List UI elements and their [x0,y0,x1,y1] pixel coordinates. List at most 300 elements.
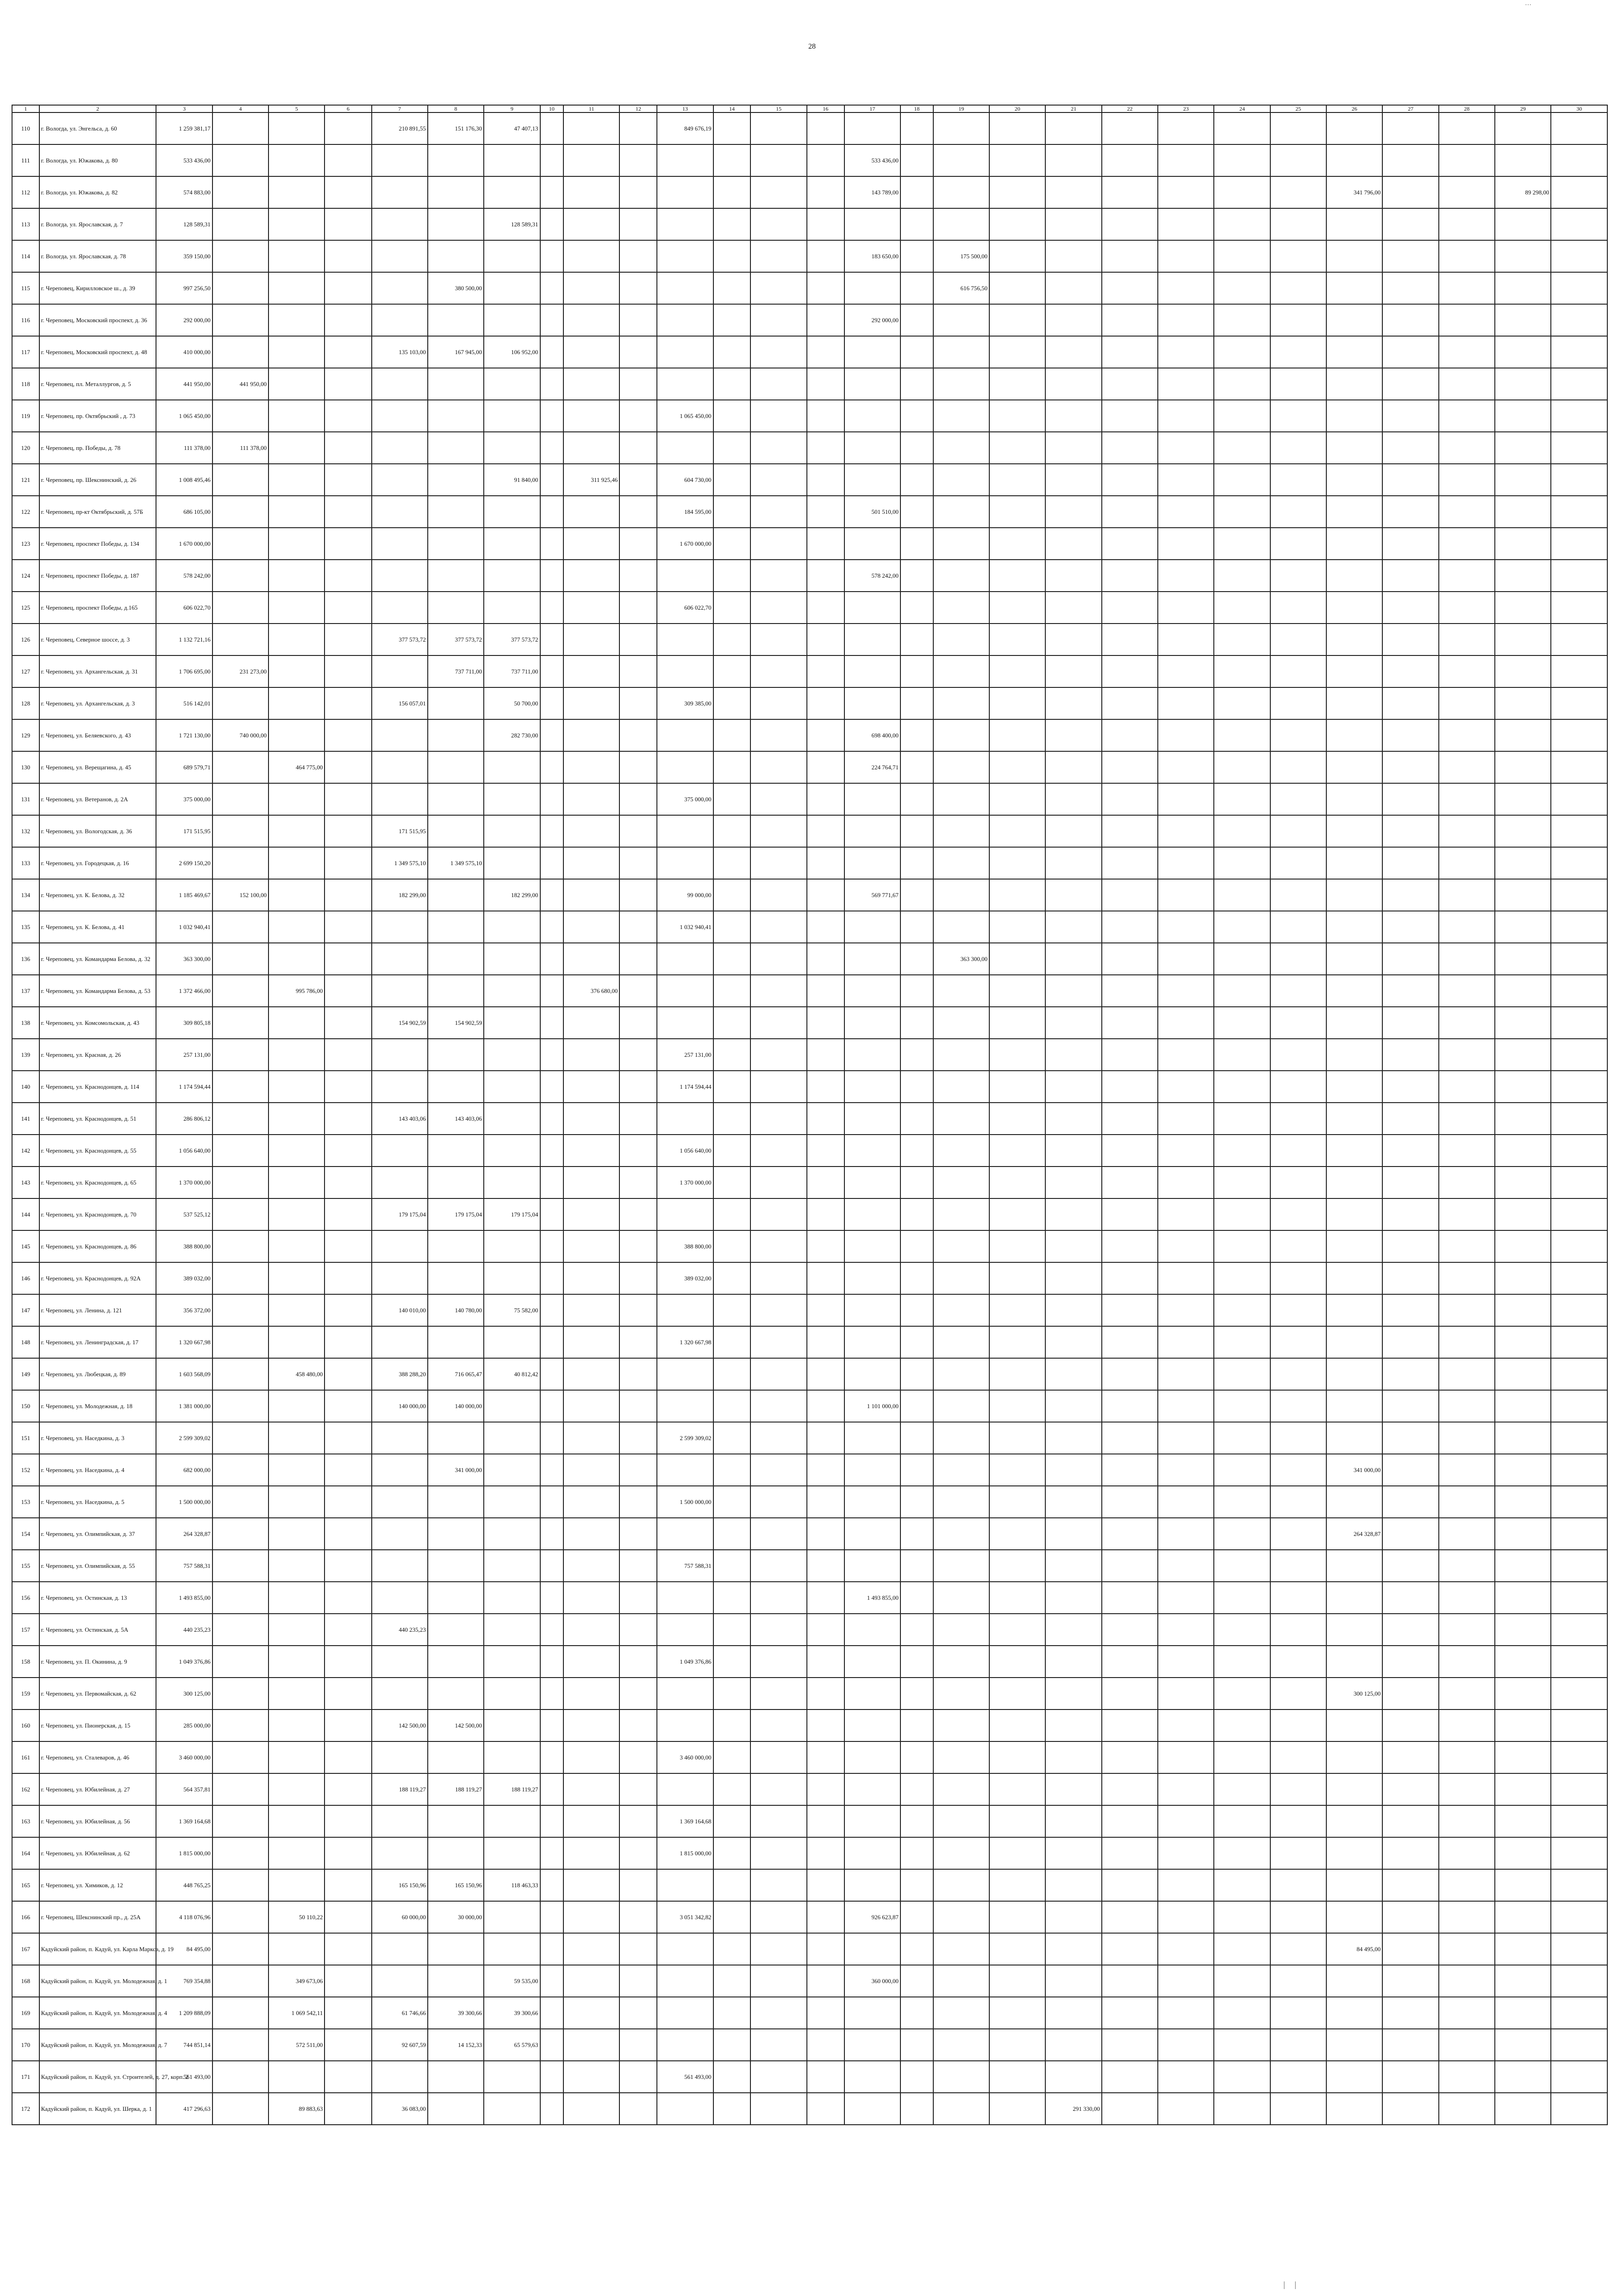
amount-cell [1270,1901,1326,1933]
amount-cell [844,1869,900,1901]
amount-cell [807,368,844,400]
amount-cell: 140 780,00 [428,1294,484,1326]
amount-cell: 441 950,00 [212,368,269,400]
amount-cell [1382,1837,1438,1869]
amount-cell [989,1007,1045,1039]
amount-cell [989,336,1045,368]
amount-cell [212,1965,269,1997]
amount-cell [1495,751,1551,783]
amount-cell [933,112,989,144]
amount-cell [372,272,428,304]
amount-cell [1382,1422,1438,1454]
amount-cell [1102,1230,1158,1262]
amount-cell [428,1071,484,1103]
amount-cell [563,1486,619,1518]
amount-cell [325,400,371,432]
amount-cell [900,1167,933,1198]
column-header: 16 [807,105,844,112]
amount-cell [750,1135,806,1167]
amount-cell [540,1614,564,1646]
amount-cell [428,879,484,911]
amount-cell [933,1358,989,1390]
amount-cell [713,1997,751,2029]
amount-cell: 156 057,01 [372,687,428,719]
amount-cell [563,1805,619,1837]
amount-cell [1551,719,1607,751]
amount-cell [1439,1103,1495,1135]
amount-cell [900,1198,933,1230]
row-number: 143 [12,1167,39,1198]
amount-cell [900,1071,933,1103]
amount-cell [325,1198,371,1230]
amount-cell [933,368,989,400]
amount-cell [807,1518,844,1550]
amount-cell [325,208,371,240]
amount-cell [1214,1678,1270,1710]
amount-cell [1158,592,1214,624]
amount-cell [325,1454,371,1486]
amount-cell [1102,1135,1158,1167]
amount-cell [540,1167,564,1198]
amount-cell [1045,1550,1101,1582]
amount-cell [1382,304,1438,336]
amount-cell [563,560,619,592]
amount-cell: 341 796,00 [1326,176,1382,208]
amount-cell [1214,528,1270,560]
amount-cell [1270,624,1326,655]
amount-cell: 152 100,00 [212,879,269,911]
amount-cell [619,1039,657,1071]
amount-cell [1102,1837,1158,1869]
amount-cell [750,432,806,464]
amount-cell [1495,1135,1551,1167]
amount-cell [989,1710,1045,1741]
amount-cell [619,1518,657,1550]
amount-cell [269,1390,325,1422]
amount-cell [933,1582,989,1614]
amount-cell [750,655,806,687]
amount-cell [619,400,657,432]
amount-cell: 410 000,00 [156,336,212,368]
address-cell: г. Череповец, ул. Архангельская, д. 31 [39,655,156,687]
amount-cell [1326,528,1382,560]
amount-cell [540,1007,564,1039]
amount-cell [807,847,844,879]
amount-cell: 1 815 000,00 [156,1837,212,1869]
amount-cell [372,1167,428,1198]
amount-cell [540,1071,564,1103]
amount-cell [484,1262,540,1294]
amount-cell [540,1135,564,1167]
amount-cell [844,336,900,368]
amount-cell [269,847,325,879]
amount-cell [900,1230,933,1262]
amount-cell [713,240,751,272]
amount-cell [1495,2061,1551,2093]
amount-cell [269,655,325,687]
amount-cell [844,1614,900,1646]
amount-cell [428,400,484,432]
row-number: 155 [12,1550,39,1582]
amount-cell [325,847,371,879]
amount-cell [1495,1933,1551,1965]
amount-cell: 142 500,00 [372,1710,428,1741]
amount-cell [325,528,371,560]
amount-cell [372,400,428,432]
address-cell: г. Череповец, ул. Олимпийская, д. 37 [39,1518,156,1550]
amount-cell [807,1678,844,1710]
amount-cell: 1 065 450,00 [156,400,212,432]
amount-cell [750,1518,806,1550]
amount-cell [1326,1294,1382,1326]
amount-cell [1382,592,1438,624]
amount-cell [1102,1103,1158,1135]
amount-cell [563,1326,619,1358]
amount-cell [372,560,428,592]
amount-cell [1214,1710,1270,1741]
amount-cell [269,1294,325,1326]
amount-cell [540,1294,564,1326]
amount-cell [619,1071,657,1103]
amount-cell [325,815,371,847]
amount-cell [619,1614,657,1646]
amount-cell [807,879,844,911]
amount-cell [619,240,657,272]
amount-cell [1551,464,1607,496]
amount-cell [372,975,428,1007]
amount-cell [1045,1294,1101,1326]
amount-cell [619,304,657,336]
address-cell: г. Череповец, ул. Краснодонцев, д. 51 [39,1103,156,1135]
amount-cell [1158,1773,1214,1805]
amount-cell [540,2093,564,2125]
amount-cell [713,687,751,719]
amount-cell [1551,655,1607,687]
amount-cell [1495,1486,1551,1518]
amount-cell [1214,975,1270,1007]
amount-cell: 417 296,63 [156,2093,212,2125]
amount-cell [807,1710,844,1741]
amount-cell [212,1167,269,1198]
amount-cell [1045,1198,1101,1230]
amount-cell [540,272,564,304]
amount-cell [619,1198,657,1230]
amount-cell [807,1358,844,1390]
amount-cell [807,144,844,176]
amount-cell [807,1933,844,1965]
amount-cell [372,176,428,208]
amount-cell [989,2029,1045,2061]
amount-cell [540,719,564,751]
amount-cell [900,911,933,943]
amount-cell [1382,1614,1438,1646]
amount-cell [269,208,325,240]
amount-cell [1045,1262,1101,1294]
amount-cell [844,911,900,943]
amount-cell [807,1741,844,1773]
amount-cell [1270,1710,1326,1741]
amount-cell: 264 328,87 [156,1518,212,1550]
amount-cell [563,112,619,144]
amount-cell [1439,1135,1495,1167]
amount-cell: 140 000,00 [372,1390,428,1422]
amount-cell [989,560,1045,592]
amount-cell [1214,1582,1270,1614]
amount-cell [428,2093,484,2125]
amount-cell [1045,1965,1101,1997]
address-cell: Кадуйский район, п. Кадуй, ул. Шерка, д. 1 [39,2093,156,2125]
amount-cell [428,1422,484,1454]
amount-cell [325,592,371,624]
row-number: 169 [12,1997,39,2029]
amount-cell [1439,624,1495,655]
table-row [12,368,1607,400]
amount-cell [1045,1039,1101,1071]
row-number: 160 [12,1710,39,1741]
amount-cell [1045,1230,1101,1262]
address-cell: г. Череповец, ул. Краснодонцев, д. 55 [39,1135,156,1167]
amount-cell [1045,1486,1101,1518]
amount-cell [750,336,806,368]
amount-cell [807,400,844,432]
amount-cell [1214,240,1270,272]
table-row [12,1933,1607,1965]
amount-cell [807,1262,844,1294]
table-row [12,687,1607,719]
amount-cell [750,208,806,240]
table-row [12,496,1607,528]
amount-cell [1382,847,1438,879]
amount-cell [844,1326,900,1358]
amount-cell [1382,655,1438,687]
amount-cell [1439,144,1495,176]
amount-cell: 1 259 381,17 [156,112,212,144]
amount-cell: 363 300,00 [933,943,989,975]
amount-cell: 388 288,20 [372,1358,428,1390]
table-row [12,592,1607,624]
amount-cell [750,272,806,304]
amount-cell [844,528,900,560]
amount-cell [1045,336,1101,368]
amount-cell [657,1198,713,1230]
amount-cell [1045,815,1101,847]
row-number: 141 [12,1103,39,1135]
amount-cell: 184 595,00 [657,496,713,528]
amount-cell: 689 579,71 [156,751,212,783]
amount-cell [269,1869,325,1901]
amount-cell [1270,687,1326,719]
amount-cell [269,783,325,815]
amount-cell [325,655,371,687]
address-cell: г. Череповец, Кирилловское ш., д. 39 [39,272,156,304]
amount-cell [563,2029,619,2061]
amount-cell [619,1326,657,1358]
amount-cell [807,1997,844,2029]
amount-cell: 210 891,55 [372,112,428,144]
amount-cell [1270,1869,1326,1901]
amount-cell [750,1422,806,1454]
row-number: 166 [12,1901,39,1933]
row-number: 136 [12,943,39,975]
amount-cell [1270,1262,1326,1294]
table-row [12,1965,1607,1997]
amount-cell [540,847,564,879]
amount-cell [1439,1198,1495,1230]
amount-cell [428,1805,484,1837]
amount-cell [933,1773,989,1805]
amount-cell [484,432,540,464]
amount-cell [1270,1518,1326,1550]
amount-cell [325,1710,371,1741]
row-number: 164 [12,1837,39,1869]
amount-cell [933,911,989,943]
row-number: 123 [12,528,39,560]
amount-cell [428,1039,484,1071]
amount-cell [428,368,484,400]
amount-cell [1270,400,1326,432]
amount-cell [1214,304,1270,336]
amount-cell [750,1454,806,1486]
amount-cell [1326,208,1382,240]
amount-cell [1214,1326,1270,1358]
amount-cell: 2 599 309,02 [156,1422,212,1454]
amount-cell [1551,1135,1607,1167]
amount-cell: 143 403,06 [372,1103,428,1135]
amount-cell: 616 756,50 [933,272,989,304]
amount-cell [372,719,428,751]
amount-cell [989,304,1045,336]
amount-cell [989,1614,1045,1646]
amount-cell [657,1007,713,1039]
table-row [12,847,1607,879]
amount-cell [933,1103,989,1135]
amount-cell [989,943,1045,975]
amount-cell [1102,1646,1158,1678]
amount-cell [1495,496,1551,528]
amount-cell [1382,1773,1438,1805]
amount-cell [1214,1422,1270,1454]
amount-cell [372,592,428,624]
amount-cell [1158,1710,1214,1741]
amount-cell [1326,1167,1382,1198]
amount-cell [1382,1294,1438,1326]
amount-cell [428,783,484,815]
amount-cell [1045,655,1101,687]
amount-cell [1214,336,1270,368]
amount-cell: 60 000,00 [372,1901,428,1933]
amount-cell [1551,815,1607,847]
amount-cell [1045,687,1101,719]
amount-cell [807,1582,844,1614]
amount-cell [1102,783,1158,815]
address-cell: г. Вологда, ул. Ярославская, д. 7 [39,208,156,240]
address-cell: г. Череповец, Московский проспект, д. 36 [39,304,156,336]
amount-cell [1045,783,1101,815]
amount-cell: 533 436,00 [156,144,212,176]
amount-cell [563,1614,619,1646]
amount-cell [844,1518,900,1550]
amount-cell [1551,1869,1607,1901]
amount-cell: 501 510,00 [844,496,900,528]
amount-cell [325,719,371,751]
amount-cell [1045,1422,1101,1454]
amount-cell [1382,879,1438,911]
amount-cell [933,751,989,783]
table-row [12,400,1607,432]
amount-cell [900,1518,933,1550]
amount-cell [563,1007,619,1039]
amount-cell: 50 110,22 [269,1901,325,1933]
amount-cell [1214,1486,1270,1518]
amount-cell [713,1103,751,1135]
amount-cell [1102,1869,1158,1901]
amount-cell [428,2061,484,2093]
amount-cell [269,112,325,144]
table-row [12,272,1607,304]
amount-cell [713,1039,751,1071]
amount-cell [713,1805,751,1837]
amount-cell [212,560,269,592]
amount-cell [657,1294,713,1326]
amount-cell [325,1997,371,2029]
row-number: 172 [12,2093,39,2125]
row-number: 130 [12,751,39,783]
amount-cell: 3 460 000,00 [657,1741,713,1773]
amount-cell [1495,1997,1551,2029]
amount-cell [1495,1582,1551,1614]
amount-cell [619,176,657,208]
amount-cell [428,1167,484,1198]
amount-cell [540,368,564,400]
amount-cell [1551,1646,1607,1678]
amount-cell: 257 131,00 [156,1039,212,1071]
amount-cell [807,2093,844,2125]
amount-cell [1551,911,1607,943]
row-number: 134 [12,879,39,911]
amount-cell [1045,1007,1101,1039]
amount-cell [1158,1358,1214,1390]
amount-cell: 569 771,67 [844,879,900,911]
amount-cell [750,1805,806,1837]
amount-cell [900,176,933,208]
amount-cell: 572 511,00 [269,2029,325,2061]
amount-cell [1214,1294,1270,1326]
amount-cell [1214,1135,1270,1167]
amount-cell [657,624,713,655]
amount-cell [900,496,933,528]
amount-cell [844,2029,900,2061]
amount-cell [1495,592,1551,624]
amount-cell: 1 500 000,00 [156,1486,212,1518]
amount-cell [325,112,371,144]
amount-cell [540,1550,564,1582]
amount-cell [1495,304,1551,336]
column-header: 22 [1102,105,1158,112]
amount-cell [1551,400,1607,432]
amount-cell [1102,1997,1158,2029]
amount-cell [1045,432,1101,464]
amount-cell [1270,655,1326,687]
amount-cell [750,1997,806,2029]
amount-cell [1158,975,1214,1007]
amount-cell [428,432,484,464]
amount-cell [1102,1614,1158,1646]
amount-cell [750,400,806,432]
amount-cell [1214,368,1270,400]
table-row [12,911,1607,943]
amount-cell [1439,879,1495,911]
column-header: 1 [12,105,39,112]
